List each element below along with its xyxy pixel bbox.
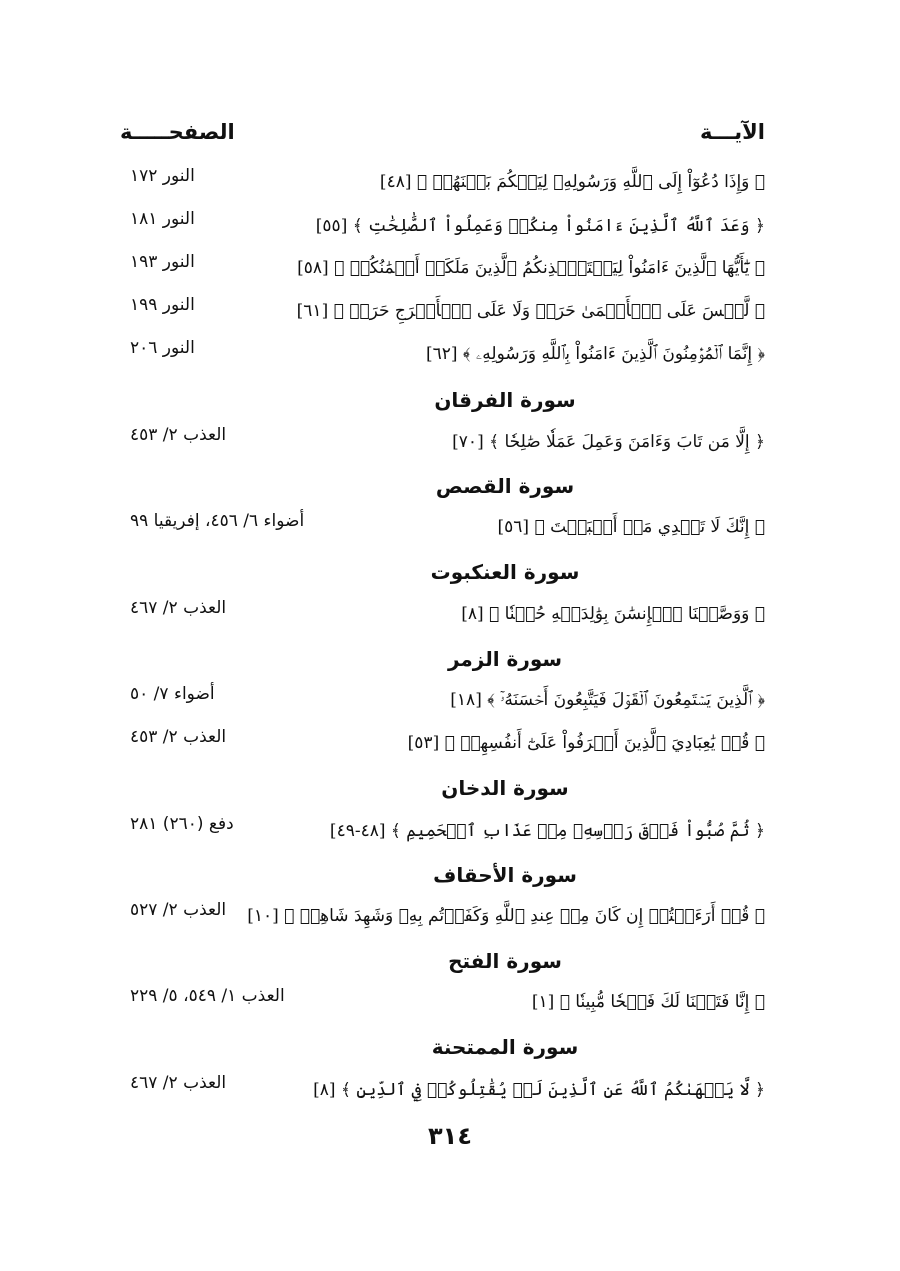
ayah-text: ﴿ إِنَّمَا ٱلۡمُؤۡمِنُونَ ٱلَّذِينَ ءَامَنُواْ بِٱللَّهِ وَرَسُولِهِۦ ﴾ [٦٢]	[425, 344, 765, 364]
ayah-text: ﴿ لَّا يَنۡهَىٰكُمُ ٱللَّهُ عَنِ ٱلَّذِينَ لَمۡ يُقَٰتِلُوكُمۡ فِي ٱلدِّينِ ﴾ [٨]	[313, 1080, 765, 1100]
ayah-text: ﴿ إِنَّكَ لَا تَهۡدِي مَنۡ أَحۡبَبۡتَ ﴾ [٥٦]	[497, 517, 765, 537]
page-number: ٣١٤	[428, 1122, 472, 1150]
page-column-heading: الصفحـــــة	[120, 120, 235, 144]
index-row	[120, 425, 765, 465]
page-reference: العذب ٢/ ٥٢٧	[130, 900, 227, 920]
ayah-text: ﴿ وَوَصَّيۡنَا ٱلۡإِنسَٰنَ بِوَٰلِدَيۡهِ حُسۡنٗا ﴾ [٨]	[461, 604, 765, 624]
index-row	[120, 252, 765, 292]
index-row	[120, 727, 765, 767]
index-row	[120, 166, 765, 206]
ayah-text: ﴿ وَعَدَ ٱللَّهُ ٱلَّذِينَ ءَامَنُواْ مِنكُمۡ وَعَمِلُواْ ٱلصَّٰلِحَٰتِ ﴾ [٥٥]	[315, 216, 765, 236]
ayah-text: ﴿ يَٰٓأَيُّهَا ٱلَّذِينَ ءَامَنُواْ لِيَسۡتَـٔۡذِنكُمُ ٱلَّذِينَ مَلَكَتۡ أَيۡمَٰنُكُمۡ ﴾ [٥٨]	[297, 258, 765, 278]
index-row	[120, 986, 765, 1026]
surah-heading: سورة الدخان	[441, 776, 569, 800]
index-row	[120, 1073, 765, 1113]
page-reference: النور ١٩٣	[130, 252, 195, 272]
index-row	[120, 598, 765, 638]
ayah-text: ﴿ لَّيۡسَ عَلَى ٱلۡأَعۡمَىٰ حَرَجٞ وَلَا عَلَى ٱلۡأَعۡرَجِ حَرَجٞ ﴾ [٦١]	[296, 301, 765, 321]
index-row	[120, 900, 765, 940]
page-reference: أضواء ٧/ ٥٠	[130, 684, 215, 704]
ayah-text: ﴿ ٱلَّذِينَ يَسۡتَمِعُونَ ٱلۡقَوۡلَ فَيَتَّبِعُونَ أَحۡسَنَهُۥٓ ﴾ [١٨]	[450, 690, 765, 710]
page-reference: دفع (٢٦٠) ٢٨١	[130, 814, 234, 834]
ayah-text: ﴿ وَإِذَا دُعُوٓاْ إِلَى ٱللَّهِ وَرَسُولِهِۦ لِيَحۡكُمَ بَيۡنَهُمۡ ﴾ [٤٨]	[379, 172, 765, 192]
surah-heading: سورة القصص	[435, 474, 575, 498]
page-reference: النور ١٩٩	[130, 295, 195, 315]
ayah-text: ﴿ قُلۡ أَرَءَيۡتُمۡ إِن كَانَ مِنۡ عِندِ ٱللَّهِ وَكَفَرۡتُم بِهِۦ وَشَهِدَ شَاهِدٞ ﴾ [١٠]	[247, 906, 765, 926]
surah-heading: سورة الممتحنة	[431, 1035, 579, 1059]
page-reference: العذب ٢/ ٤٥٣	[130, 727, 227, 747]
page-reference: النور ١٨١	[130, 209, 195, 229]
index-row	[120, 684, 765, 724]
page-reference: العذب ٢/ ٤٥٣	[130, 425, 227, 445]
page-reference: النور ١٧٢	[130, 166, 195, 186]
ayah-text: ﴿ قُلۡ يَٰعِبَادِيَ ٱلَّذِينَ أَسۡرَفُواْ عَلَىٰٓ أَنفُسِهِمۡ ﴾ [٥٣]	[407, 733, 765, 753]
ayah-text: ﴿ ثُمَّ صُبُّواْ فَوۡقَ رَأۡسِهِۦ مِنۡ عَذَابِ ٱلۡحَمِيمِ ﴾ [٤٨-٤٩]	[329, 821, 765, 841]
index-row	[120, 209, 765, 249]
page-reference: العذب ٢/ ٤٦٧	[130, 598, 227, 618]
surah-heading: سورة الفتح	[448, 949, 562, 973]
index-row	[120, 295, 765, 335]
surah-heading: سورة الزمر	[447, 647, 563, 671]
surah-heading: سورة الفرقان	[434, 388, 576, 412]
page-reference: النور ٢٠٦	[130, 338, 195, 358]
index-row	[120, 814, 765, 854]
page-reference: العذب ٢/ ٤٦٧	[130, 1073, 227, 1093]
surah-heading: سورة الأحقاف	[433, 863, 577, 887]
ayah-text: ﴿ إِلَّا مَن تَابَ وَءَامَنَ وَعَمِلَ عَمَلٗا صَٰلِحٗا ﴾ [٧٠]	[452, 432, 765, 452]
index-row	[120, 338, 765, 378]
ayah-column-heading: الآيـــة	[700, 120, 765, 144]
ayah-text: ﴿ إِنَّا فَتَحۡنَا لَكَ فَتۡحٗا مُّبِينٗا ﴾ [١]	[531, 992, 765, 1012]
index-row	[120, 511, 765, 551]
page-reference: أضواء ٦/ ٤٥٦، إفريقيا ٩٩	[130, 511, 305, 531]
surah-heading: سورة العنكبوت	[430, 560, 580, 584]
page-reference: العذب ١/ ٥٤٩، ٥/ ٢٢٩	[130, 986, 285, 1006]
